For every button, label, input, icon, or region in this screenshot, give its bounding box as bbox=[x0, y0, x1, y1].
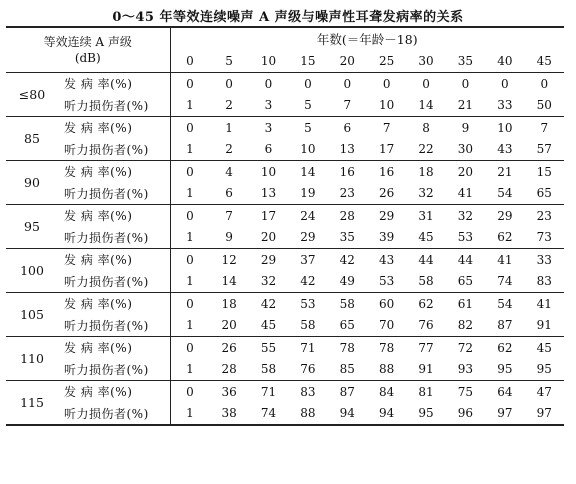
incidence-value: 87 bbox=[328, 381, 367, 403]
incidence-value: 4 bbox=[209, 161, 248, 183]
incidence-value: 0 bbox=[170, 205, 209, 227]
incidence-value: 9 bbox=[446, 117, 485, 139]
hearing-loss-value: 74 bbox=[497, 274, 513, 289]
incidence-value: 18 bbox=[209, 293, 248, 315]
incidence-value: 7 bbox=[367, 117, 406, 139]
hearing-loss-value: 65 bbox=[339, 318, 355, 333]
hearing-loss-value: 95 bbox=[406, 403, 445, 426]
incidence-value: 28 bbox=[328, 205, 367, 227]
incidence-value: 33 bbox=[525, 249, 564, 271]
incidence-table bbox=[6, 26, 564, 426]
incidence-value: 55 bbox=[249, 337, 288, 359]
hearing-loss-value: 45 bbox=[418, 230, 434, 245]
hearing-loss-label: 听力损伤者(%) bbox=[58, 95, 170, 117]
hearing-loss-value: 2 bbox=[225, 142, 233, 157]
incidence-value: 31 bbox=[406, 205, 445, 227]
hearing-loss-value: 32 bbox=[260, 274, 277, 289]
hearing-loss-value: 97 bbox=[525, 403, 564, 426]
incidence-value: 17 bbox=[249, 205, 288, 227]
hearing-loss-value: 94 bbox=[328, 403, 367, 426]
incidence-value: 83 bbox=[288, 381, 327, 403]
year-header-cell: 15 bbox=[288, 50, 327, 73]
table-row bbox=[6, 403, 564, 426]
hearing-loss-value: 17 bbox=[379, 142, 395, 157]
hearing-loss-label: 听力损伤者(%) bbox=[58, 139, 170, 161]
hearing-loss-value: 43 bbox=[497, 142, 513, 157]
incidence-value: 64 bbox=[485, 381, 524, 403]
noise-level-cell: 105 bbox=[6, 293, 58, 337]
hearing-loss-value: 87 bbox=[497, 318, 513, 333]
hearing-loss-value: 6 bbox=[264, 142, 273, 157]
hearing-loss-value: 32 bbox=[418, 186, 434, 201]
hearing-loss-value: 54 bbox=[497, 186, 513, 201]
incidence-value: 58 bbox=[328, 293, 367, 315]
hearing-loss-value: 91 bbox=[536, 318, 552, 333]
hearing-loss-value: 82 bbox=[457, 318, 474, 333]
hearing-loss-value: 14 bbox=[418, 98, 434, 113]
incidence-value: 0 bbox=[170, 293, 209, 315]
table-row bbox=[6, 337, 564, 359]
table-row bbox=[6, 381, 564, 403]
hearing-loss-value: 65 bbox=[536, 186, 552, 201]
incidence-value: 62 bbox=[485, 337, 524, 359]
incidence-value: 0 bbox=[209, 73, 248, 95]
incidence-value: 0 bbox=[406, 73, 445, 95]
incidence-value: 47 bbox=[525, 381, 564, 403]
hearing-loss-value: 1 bbox=[186, 142, 194, 157]
hearing-loss-value: 58 bbox=[260, 362, 277, 377]
incidence-value: 53 bbox=[288, 293, 327, 315]
table-row bbox=[6, 227, 564, 249]
hearing-loss-value: 1 bbox=[186, 230, 194, 245]
incidence-value: 7 bbox=[209, 205, 248, 227]
noise-level-cell: 110 bbox=[6, 337, 58, 381]
incidence-value: 8 bbox=[406, 117, 445, 139]
incidence-value: 62 bbox=[406, 293, 445, 315]
hearing-loss-value: 49 bbox=[339, 274, 355, 289]
hearing-loss-value: 2 bbox=[225, 98, 233, 113]
table-row bbox=[6, 293, 564, 315]
level-header-line1: 等效连续 A 声级 bbox=[43, 35, 132, 49]
hearing-loss-label: 听力损伤者(%) bbox=[58, 183, 170, 205]
incidence-value: 10 bbox=[249, 161, 288, 183]
table-body bbox=[6, 73, 564, 426]
hearing-loss-value: 13 bbox=[339, 142, 355, 157]
hearing-loss-value: 5 bbox=[304, 98, 312, 113]
incidence-value: 18 bbox=[406, 161, 445, 183]
incidence-value: 16 bbox=[367, 161, 406, 183]
incidence-value: 0 bbox=[170, 249, 209, 271]
incidence-label: 发 病 率(%) bbox=[58, 381, 170, 403]
incidence-value: 0 bbox=[525, 73, 564, 95]
incidence-value: 0 bbox=[170, 381, 209, 403]
incidence-value: 29 bbox=[367, 205, 406, 227]
hearing-loss-value: 23 bbox=[339, 186, 355, 201]
table-row bbox=[6, 139, 564, 161]
incidence-value: 84 bbox=[367, 381, 406, 403]
hearing-loss-value: 85 bbox=[339, 362, 355, 377]
incidence-value: 61 bbox=[446, 293, 485, 315]
incidence-value: 0 bbox=[170, 161, 209, 183]
hearing-loss-value: 94 bbox=[367, 403, 406, 426]
incidence-value: 23 bbox=[525, 205, 564, 227]
hearing-loss-value: 74 bbox=[249, 403, 288, 426]
hearing-loss-value: 53 bbox=[457, 230, 474, 245]
hearing-loss-value: 95 bbox=[497, 362, 513, 377]
incidence-value: 12 bbox=[209, 249, 248, 271]
hearing-loss-value: 30 bbox=[457, 142, 474, 157]
hearing-loss-value: 45 bbox=[260, 318, 277, 333]
incidence-value: 71 bbox=[288, 337, 327, 359]
year-header-cell: 25 bbox=[367, 50, 406, 73]
incidence-value: 75 bbox=[446, 381, 485, 403]
hearing-loss-value: 7 bbox=[343, 98, 352, 113]
incidence-label: 发 病 率(%) bbox=[58, 205, 170, 227]
incidence-value: 37 bbox=[288, 249, 327, 271]
hearing-loss-value: 10 bbox=[300, 142, 316, 157]
incidence-label: 发 病 率(%) bbox=[58, 337, 170, 359]
incidence-value: 60 bbox=[367, 293, 406, 315]
noise-level-cell: ≤80 bbox=[6, 73, 58, 117]
incidence-value: 0 bbox=[249, 73, 288, 95]
incidence-value: 0 bbox=[288, 73, 327, 95]
incidence-value: 45 bbox=[525, 337, 564, 359]
incidence-value: 72 bbox=[446, 337, 485, 359]
incidence-value: 41 bbox=[525, 293, 564, 315]
hearing-loss-value: 76 bbox=[418, 318, 434, 333]
hearing-loss-value: 29 bbox=[300, 230, 316, 245]
incidence-value: 6 bbox=[328, 117, 367, 139]
incidence-value: 16 bbox=[328, 161, 367, 183]
hearing-loss-label: 听力损伤者(%) bbox=[58, 359, 170, 381]
incidence-value: 78 bbox=[328, 337, 367, 359]
hearing-loss-label: 听力损伤者(%) bbox=[58, 271, 170, 293]
incidence-value: 0 bbox=[170, 73, 209, 95]
hearing-loss-value: 21 bbox=[457, 98, 474, 113]
incidence-value: 21 bbox=[485, 161, 524, 183]
hearing-loss-value: 20 bbox=[221, 318, 237, 333]
incidence-value: 42 bbox=[328, 249, 367, 271]
hearing-loss-value: 83 bbox=[536, 274, 552, 289]
hearing-loss-value: 93 bbox=[457, 362, 474, 377]
table-title: 0～45 年等效连续噪声 A 声级与噪声性耳聋发病率的关系 bbox=[112, 10, 464, 25]
incidence-value: 78 bbox=[367, 337, 406, 359]
hearing-loss-label: 听力损伤者(%) bbox=[58, 315, 170, 337]
hearing-loss-value: 6 bbox=[225, 186, 233, 201]
incidence-value: 0 bbox=[446, 73, 485, 95]
incidence-label: 发 病 率(%) bbox=[58, 161, 170, 183]
hearing-loss-value: 1 bbox=[186, 362, 194, 377]
hearing-loss-value: 1 bbox=[186, 274, 194, 289]
table-row bbox=[6, 249, 564, 271]
incidence-value: 36 bbox=[209, 381, 248, 403]
hearing-loss-value: 1 bbox=[186, 318, 194, 333]
incidence-label: 发 病 率(%) bbox=[58, 117, 170, 139]
year-header-cell: 0 bbox=[170, 50, 209, 73]
incidence-value: 7 bbox=[525, 117, 564, 139]
year-header-cell: 30 bbox=[406, 50, 445, 73]
incidence-value: 0 bbox=[328, 73, 367, 95]
hearing-loss-value: 33 bbox=[497, 98, 513, 113]
incidence-value: 20 bbox=[446, 161, 485, 183]
hearing-loss-value: 91 bbox=[418, 362, 434, 377]
incidence-value: 54 bbox=[485, 293, 524, 315]
incidence-value: 77 bbox=[406, 337, 445, 359]
hearing-loss-value: 9 bbox=[225, 230, 233, 245]
incidence-value: 81 bbox=[406, 381, 445, 403]
hearing-loss-value: 39 bbox=[379, 230, 395, 245]
incidence-value: 43 bbox=[367, 249, 406, 271]
hearing-loss-value: 57 bbox=[536, 142, 552, 157]
hearing-loss-value: 3 bbox=[264, 98, 273, 113]
hearing-loss-value: 97 bbox=[485, 403, 524, 426]
level-column-header bbox=[6, 27, 170, 73]
table-row bbox=[6, 161, 564, 183]
hearing-loss-value: 62 bbox=[497, 230, 513, 245]
table-row bbox=[6, 95, 564, 117]
hearing-loss-value: 1 bbox=[170, 403, 209, 426]
table-row bbox=[6, 73, 564, 95]
hearing-loss-value: 10 bbox=[379, 98, 395, 113]
incidence-value: 32 bbox=[446, 205, 485, 227]
hearing-loss-value: 13 bbox=[260, 186, 277, 201]
hearing-loss-value: 38 bbox=[209, 403, 248, 426]
incidence-value: 29 bbox=[249, 249, 288, 271]
incidence-value: 0 bbox=[485, 73, 524, 95]
hearing-loss-value: 95 bbox=[536, 362, 552, 377]
hearing-loss-label: 听力损伤者(%) bbox=[58, 403, 170, 426]
incidence-value: 1 bbox=[209, 117, 248, 139]
noise-level-cell: 100 bbox=[6, 249, 58, 293]
hearing-loss-value: 26 bbox=[379, 186, 395, 201]
incidence-value: 44 bbox=[406, 249, 445, 271]
table-row bbox=[6, 315, 564, 337]
hearing-loss-value: 73 bbox=[536, 230, 552, 245]
table-row bbox=[6, 359, 564, 381]
hearing-loss-value: 88 bbox=[288, 403, 327, 426]
incidence-value: 5 bbox=[288, 117, 327, 139]
hearing-loss-value: 19 bbox=[300, 186, 316, 201]
hearing-loss-value: 58 bbox=[300, 318, 316, 333]
incidence-value: 3 bbox=[249, 117, 288, 139]
incidence-value: 42 bbox=[249, 293, 288, 315]
table-row bbox=[6, 205, 564, 227]
year-header-cell: 45 bbox=[525, 50, 564, 73]
hearing-loss-value: 53 bbox=[379, 274, 395, 289]
incidence-value: 44 bbox=[446, 249, 485, 271]
table-row bbox=[6, 183, 564, 205]
incidence-label: 发 病 率(%) bbox=[58, 73, 170, 95]
level-header-line2: (dB) bbox=[74, 51, 101, 65]
hearing-loss-value: 96 bbox=[446, 403, 485, 426]
hearing-loss-value: 1 bbox=[186, 186, 194, 201]
noise-level-cell: 85 bbox=[6, 117, 58, 161]
noise-level-cell: 90 bbox=[6, 161, 58, 205]
hearing-loss-value: 76 bbox=[300, 362, 316, 377]
hearing-loss-value: 50 bbox=[536, 98, 552, 113]
hearing-loss-value: 88 bbox=[379, 362, 395, 377]
hearing-loss-value: 28 bbox=[221, 362, 237, 377]
hearing-loss-value: 14 bbox=[221, 274, 237, 289]
incidence-value: 0 bbox=[170, 117, 209, 139]
table-row bbox=[6, 271, 564, 293]
incidence-value: 15 bbox=[525, 161, 564, 183]
hearing-loss-label: 听力损伤者(%) bbox=[58, 227, 170, 249]
incidence-value: 41 bbox=[485, 249, 524, 271]
year-header-cell: 40 bbox=[485, 50, 524, 73]
incidence-value: 0 bbox=[170, 337, 209, 359]
hearing-loss-value: 41 bbox=[457, 186, 474, 201]
hearing-loss-value: 65 bbox=[457, 274, 474, 289]
incidence-value: 0 bbox=[367, 73, 406, 95]
incidence-label: 发 病 率(%) bbox=[58, 249, 170, 271]
incidence-label: 发 病 率(%) bbox=[58, 293, 170, 315]
hearing-loss-value: 1 bbox=[186, 98, 194, 113]
table-row bbox=[6, 117, 564, 139]
year-header-cell: 5 bbox=[209, 50, 248, 73]
hearing-loss-value: 20 bbox=[260, 230, 277, 245]
hearing-loss-value: 22 bbox=[418, 142, 434, 157]
hearing-loss-value: 35 bbox=[339, 230, 355, 245]
noise-level-cell: 95 bbox=[6, 205, 58, 249]
hearing-loss-value: 42 bbox=[300, 274, 316, 289]
incidence-value: 71 bbox=[249, 381, 288, 403]
years-header: 年数(＝年龄－18) bbox=[170, 27, 564, 50]
hearing-loss-value: 58 bbox=[418, 274, 434, 289]
hearing-loss-value: 70 bbox=[379, 318, 395, 333]
year-header-cell: 20 bbox=[328, 50, 367, 73]
year-header-cell: 35 bbox=[446, 50, 485, 73]
noise-level-cell: 115 bbox=[6, 381, 58, 426]
incidence-value: 24 bbox=[288, 205, 327, 227]
incidence-value: 26 bbox=[209, 337, 248, 359]
incidence-value: 14 bbox=[288, 161, 327, 183]
incidence-value: 29 bbox=[485, 205, 524, 227]
year-header-cell: 10 bbox=[249, 50, 288, 73]
incidence-value: 10 bbox=[485, 117, 524, 139]
